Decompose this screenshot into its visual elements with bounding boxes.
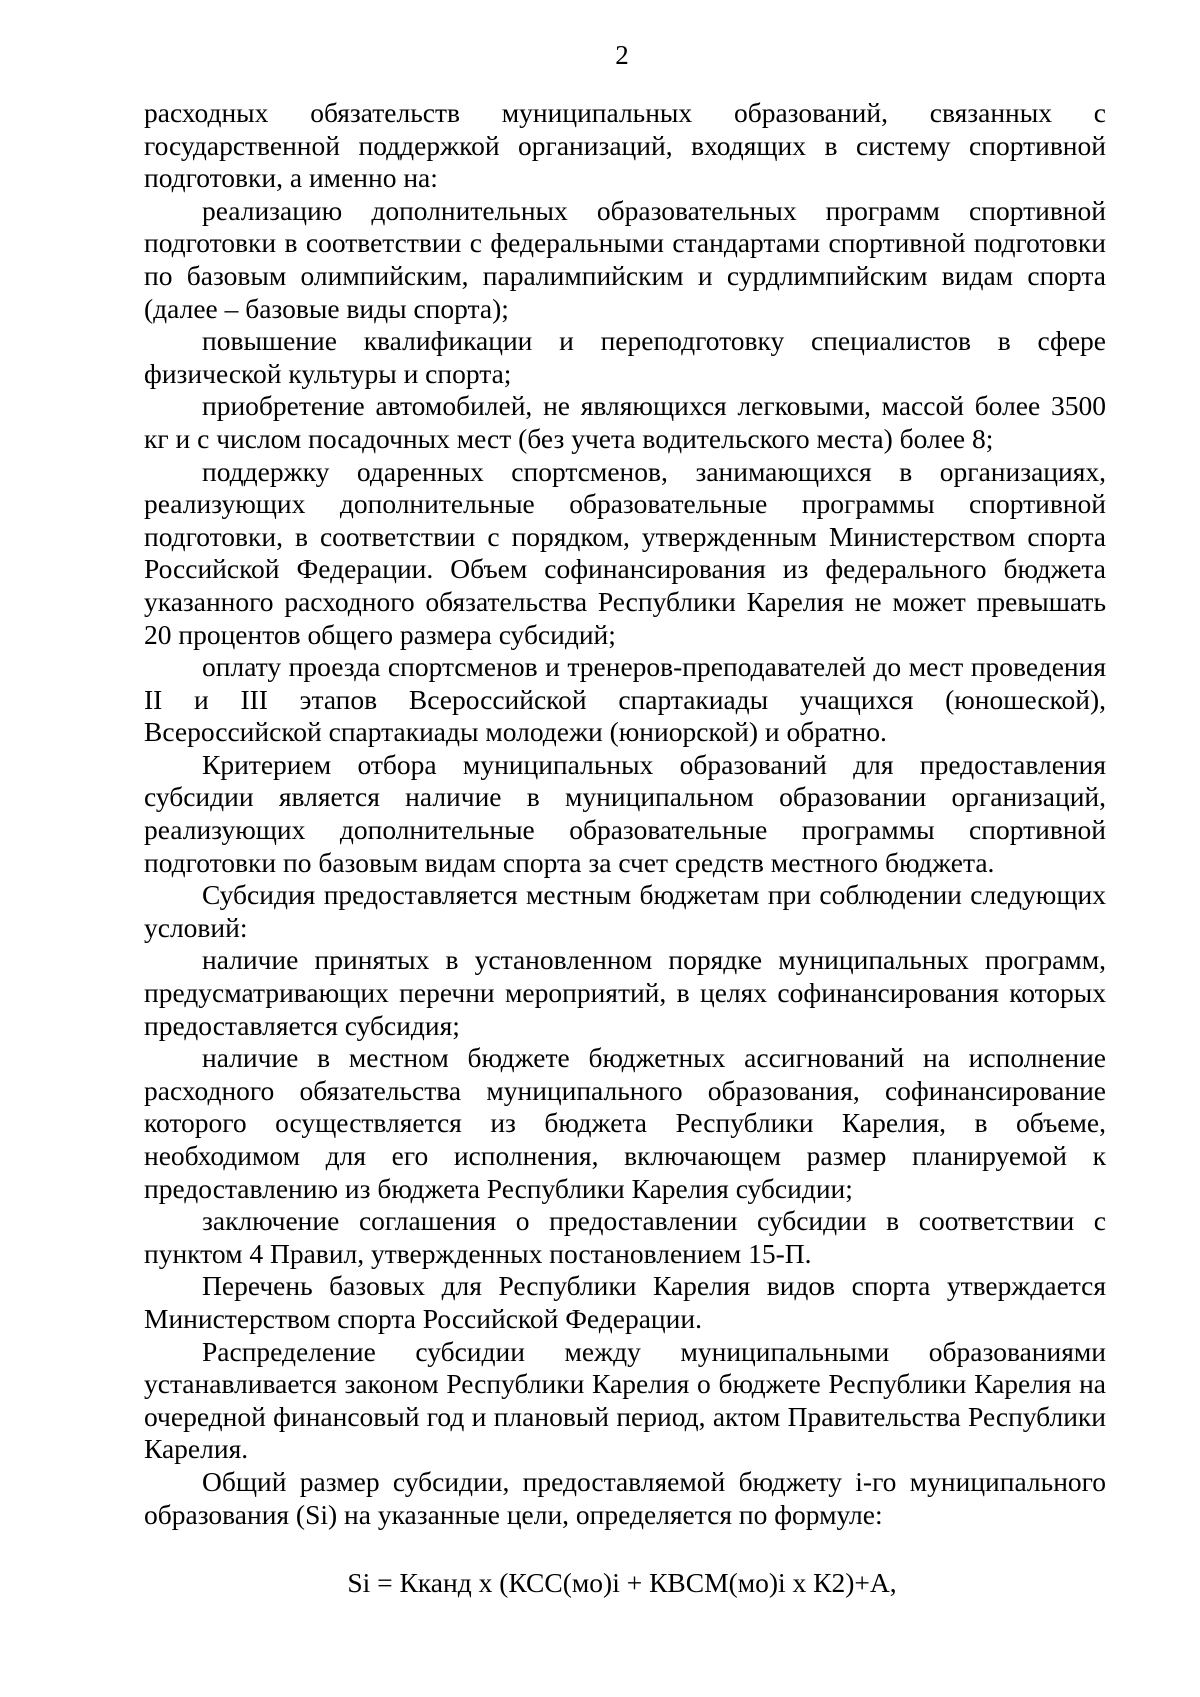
paragraph: наличие принятых в установленном порядке муниципальных программ, предусматривающих перечни мероприятий, в целях софинансирования которых предоставляется субсидия; <box>144 944 1106 1041</box>
paragraph: Критерием отбора муниципальных образований для предоставления субсидии является наличие в муниципальном образовании организаций, реализующих дополнительные образовательные программы спортивной подготовки по базовым видам спорта за счет средств местного бюджета. <box>144 748 1106 878</box>
paragraph: Общий размер субсидии, предоставляемой бюджету i-го муниципального образования (Si) на указанные цели, определяется по формуле: <box>144 1465 1106 1530</box>
paragraph: поддержку одаренных спортсменов, занимающихся в организациях, реализующих дополнительные образовательные программы спортивной подготовки, в соответствии с порядком, утвержденным Министерством спорта Российской Федерации. Объем софинансирования из федерального бюджета указанного расходного обязательства Республики Карелия не может превышать 20 процентов общего размера субсидий; <box>144 455 1106 650</box>
document-body <box>144 97 1106 1531</box>
paragraph: Перечень базовых для Республики Карелия видов спорта утверждается Министерством спорта Российской Федерации. <box>144 1270 1106 1334</box>
paragraph: расходных обязательств муниципальных образований, связанных с государственной поддержкой организаций, входящих в систему спортивной подготовки, а именно на: <box>144 97 1106 194</box>
paragraph: повышение квалификации и переподготовку специалистов в сфере физической культуры и спорта; <box>144 325 1106 389</box>
paragraph: заключение соглашения о предоставлении субсидии в соответствии с пунктом 4 Правил, утвержденных постановлением 15-П. <box>144 1205 1106 1269</box>
paragraph: приобретение автомобилей, не являющихся легковыми, массой более 3500 кг и с числом посадочных мест (без учета водительского места) более 8; <box>144 390 1106 454</box>
subsidy-formula: Si = Кканд x (КСС(мо)i + КВСМ(мо)i x К2)+А, <box>347 1567 897 1598</box>
paragraph: наличие в местном бюджете бюджетных ассигнований на исполнение расходного обязательства муниципального образования, софинансирование которого осуществляется из бюджета Республики Карелия, в объеме, необходимом для его исполнения, включающем размер планируемой к предоставлению из бюджета Республики Карелия субсидии; <box>144 1042 1106 1204</box>
paragraph: Распределение субсидии между муниципальными образованиями устанавливается законом Республики Карелия о бюджете Республики Карелия на очередной финансовый год и плановый период, актом Правительства Республики Карелия. <box>144 1335 1106 1465</box>
paragraph: Субсидия предоставляется местным бюджетам при соблюдении следующих условий: <box>144 879 1106 943</box>
page-number: 2 <box>615 40 629 70</box>
paragraph: оплату проезда спортсменов и тренеров-преподавателей до мест проведения II и III этапов Всероссийской спартакиады учащихся (юношеской), Всероссийской спартакиады молодежи (юниорской) и обратно. <box>144 651 1106 748</box>
paragraph: реализацию дополнительных образовательных программ спортивной подготовки в соответствии с федеральными стандартами спортивной подготовки по базовым олимпийским, паралимпийским и сурдлимпийским видам спорта (далее – базовые виды спорта); <box>144 194 1106 324</box>
